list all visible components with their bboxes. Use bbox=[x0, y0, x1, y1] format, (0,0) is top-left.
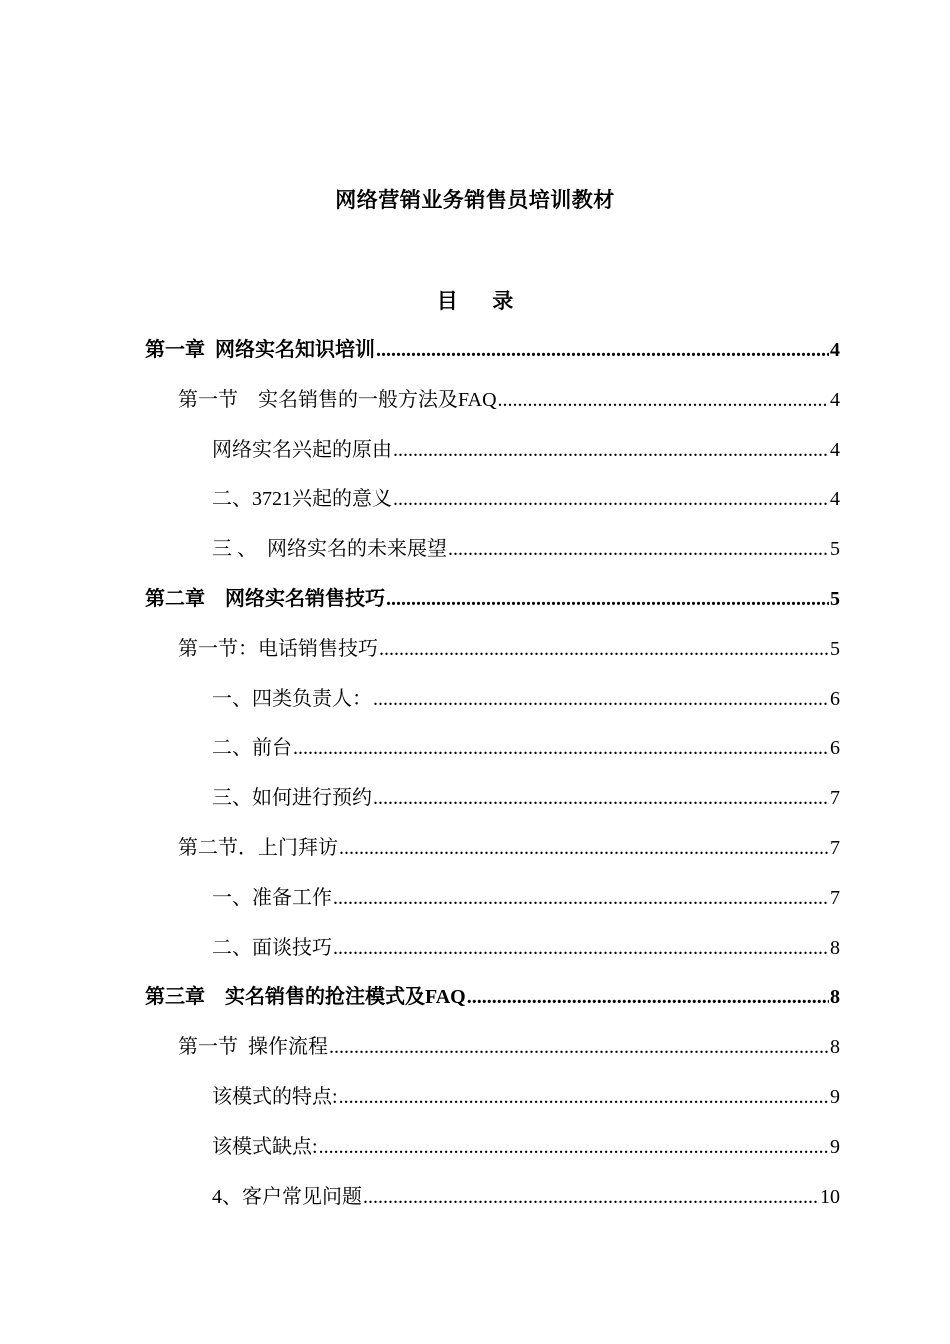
toc-page-number: 7 bbox=[830, 836, 840, 859]
toc-entry-label: 二、前台 bbox=[212, 737, 292, 760]
toc-entry-label: 一、四类负责人： bbox=[212, 687, 372, 710]
toc-dot-leader bbox=[376, 336, 829, 364]
toc-dot-leader bbox=[379, 635, 829, 663]
toc-dot-leader bbox=[393, 436, 829, 464]
toc-page-number: 8 bbox=[830, 1036, 840, 1059]
toc-page-number: 5 bbox=[830, 587, 840, 610]
toc-dot-leader bbox=[386, 585, 829, 613]
toc-entry-label: 第一节 实名销售的一般方法及FAQ bbox=[178, 388, 497, 411]
toc-entry-subsection[interactable] bbox=[0, 1083, 950, 1133]
toc-heading-left: 目 bbox=[436, 289, 458, 313]
toc-entry-subsection[interactable] bbox=[0, 685, 950, 735]
toc-dot-leader bbox=[373, 784, 829, 812]
toc-page-number: 4 bbox=[830, 388, 840, 411]
toc-entry-subsection[interactable] bbox=[0, 1133, 950, 1183]
toc-dot-leader bbox=[498, 386, 829, 414]
toc-dot-leader bbox=[319, 1133, 829, 1161]
toc-entry-section[interactable] bbox=[0, 635, 950, 685]
toc-entry-label: 第二节．上门拜访 bbox=[178, 836, 338, 859]
toc-page-number: 5 bbox=[830, 637, 840, 660]
toc-entry-subsection[interactable] bbox=[0, 1183, 950, 1233]
toc-entry-chapter-3[interactable] bbox=[0, 983, 950, 1033]
toc-page-number: 7 bbox=[830, 787, 840, 810]
toc-entry-subsection[interactable] bbox=[0, 884, 950, 934]
toc-entry-label: 该模式的特点: bbox=[212, 1085, 338, 1108]
toc-dot-leader bbox=[363, 1183, 819, 1211]
document-title: 网络营销业务销售员培训教材 bbox=[335, 188, 615, 212]
toc-page-number: 9 bbox=[830, 1135, 840, 1158]
toc-entry-subsection[interactable] bbox=[0, 485, 950, 535]
toc-page-number: 8 bbox=[830, 936, 840, 959]
toc-entry-subsection[interactable] bbox=[0, 734, 950, 784]
toc-entry-chapter-1[interactable] bbox=[0, 336, 950, 386]
toc-entry-subsection[interactable] bbox=[0, 934, 950, 984]
toc-page-number: 4 bbox=[830, 488, 840, 511]
toc-page-number: 4 bbox=[830, 438, 840, 461]
toc-page-number: 10 bbox=[820, 1185, 840, 1208]
toc-page-number: 7 bbox=[830, 886, 840, 909]
toc-dot-leader bbox=[393, 485, 829, 513]
toc-dot-leader bbox=[339, 1083, 829, 1111]
toc-entry-label: 4、客户常见问题 bbox=[212, 1185, 362, 1208]
toc-entry-label: 第一节：电话销售技巧 bbox=[178, 637, 378, 660]
toc-entry-label: 一、准备工作 bbox=[212, 886, 332, 909]
toc-dot-leader bbox=[333, 934, 829, 962]
toc-page-number: 8 bbox=[830, 986, 840, 1009]
toc-entry-section[interactable] bbox=[0, 834, 950, 884]
toc-page-number: 4 bbox=[830, 339, 840, 361]
toc-entry-subsection[interactable] bbox=[0, 784, 950, 834]
toc-dot-leader bbox=[293, 734, 829, 762]
toc-dot-leader bbox=[373, 685, 829, 713]
toc-entry-label: 第一章 网络实名知识培训 bbox=[145, 339, 375, 361]
toc-entry-label: 三 、 网络实名的未来展望 bbox=[212, 538, 447, 561]
toc-entry-label: 二、面谈技巧 bbox=[212, 936, 332, 959]
toc-entry-label: 二、3721兴起的意义 bbox=[212, 488, 392, 511]
toc-page-number: 9 bbox=[830, 1085, 840, 1108]
toc-entry-section[interactable] bbox=[0, 386, 950, 436]
toc-dot-leader bbox=[333, 884, 829, 912]
toc-heading-right: 录 bbox=[492, 289, 514, 313]
toc-entry-label: 三、如何进行预约 bbox=[212, 787, 372, 810]
toc-entry-subsection[interactable] bbox=[0, 535, 950, 585]
toc-page-number: 5 bbox=[830, 538, 840, 561]
toc-entry-label: 第二章 网络实名销售技巧 bbox=[145, 587, 385, 610]
toc-entry-label: 网络实名兴起的原由 bbox=[212, 438, 392, 461]
toc-page-number: 6 bbox=[830, 737, 840, 760]
toc-entry-subsection[interactable] bbox=[0, 436, 950, 486]
toc-entry-section[interactable] bbox=[0, 1033, 950, 1083]
toc-entry-label: 第三章 实名销售的抢注模式及FAQ bbox=[145, 986, 466, 1009]
toc-heading bbox=[0, 287, 950, 315]
toc-dot-leader bbox=[339, 834, 829, 862]
toc-page-number: 6 bbox=[830, 687, 840, 710]
toc-entry-label: 该模式缺点: bbox=[212, 1135, 318, 1158]
toc-dot-leader bbox=[329, 1033, 829, 1061]
toc-entry-chapter-2[interactable] bbox=[0, 585, 950, 635]
table-of-contents bbox=[0, 336, 950, 1232]
toc-dot-leader bbox=[467, 983, 829, 1011]
toc-entry-label: 第一节 操作流程 bbox=[178, 1036, 328, 1059]
toc-dot-leader bbox=[448, 535, 829, 563]
